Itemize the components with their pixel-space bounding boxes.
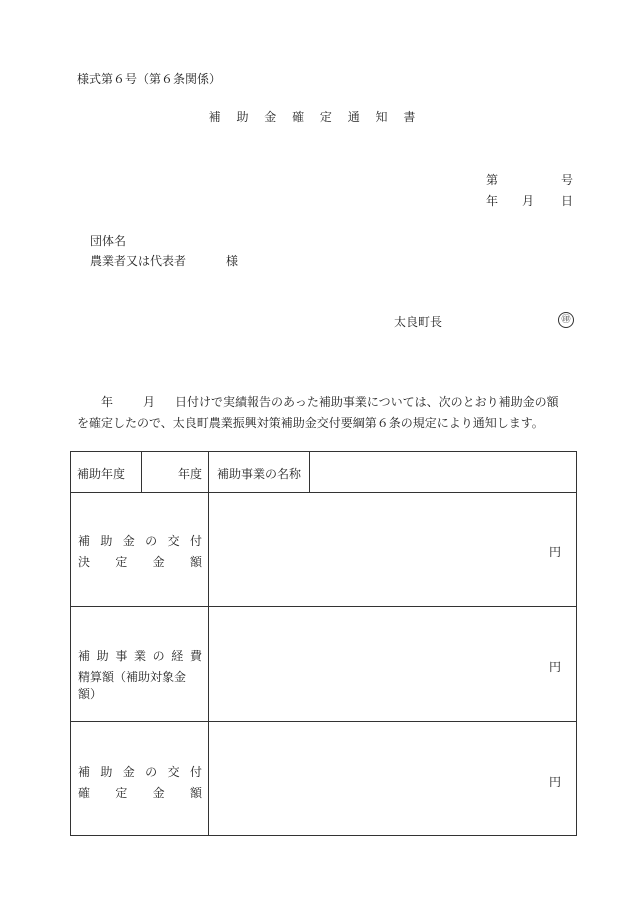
label-char: 定 xyxy=(115,786,128,800)
organization-label: 団体名 xyxy=(90,234,127,248)
label-char: 交 xyxy=(167,765,180,779)
project-name-label: 補助事業の名称 xyxy=(217,467,302,481)
honorific: 様 xyxy=(226,254,239,268)
label-char: の xyxy=(145,765,158,779)
row-label-line xyxy=(78,647,202,664)
yen-unit: 円 xyxy=(549,775,562,789)
label-char: 金 xyxy=(122,534,135,548)
label-char: 決 xyxy=(78,555,91,569)
label-char: 金 xyxy=(152,786,165,800)
label-char: 助 xyxy=(100,534,113,548)
notice-body xyxy=(77,392,577,434)
label-char: 補 xyxy=(78,765,91,779)
label-char: 経 xyxy=(171,649,184,663)
date-month: 月 xyxy=(522,194,535,208)
table-divider xyxy=(71,492,576,493)
body-year: 年 xyxy=(101,395,114,409)
label-char: 定 xyxy=(115,555,128,569)
label-char: 助 xyxy=(96,649,109,663)
body-sentence-1: 日付けで実績報告のあった補助事業については、次のとおり補助金の額 xyxy=(175,395,559,409)
table-divider xyxy=(71,606,576,607)
confirmation-table xyxy=(70,451,577,836)
date-year: 年 xyxy=(486,194,499,208)
label-char: 事 xyxy=(115,649,128,663)
table-divider xyxy=(71,721,576,722)
row-label-line xyxy=(78,668,202,702)
label-char: 業 xyxy=(133,649,146,663)
label-char: 補 xyxy=(78,534,91,548)
label-char: 金 xyxy=(152,555,165,569)
label-char: 確 xyxy=(78,786,91,800)
representative-label: 農業者又は代表者 xyxy=(90,254,187,268)
fiscal-year-label: 補助年度 xyxy=(77,467,126,481)
label-char: 額 xyxy=(189,555,202,569)
row-label-line xyxy=(78,553,202,570)
date-day: 日 xyxy=(561,194,574,208)
seal-icon: ㊞ xyxy=(558,312,574,328)
label-char: の xyxy=(152,649,165,663)
fiscal-year-unit: 年度 xyxy=(178,467,203,481)
doc-number-prefix: 第 xyxy=(486,173,499,187)
yen-unit: 円 xyxy=(549,660,562,674)
row-label-line xyxy=(78,763,202,780)
table-divider xyxy=(141,452,142,492)
table-divider xyxy=(309,452,310,492)
label-char: 補 xyxy=(78,649,91,663)
label-char: 付 xyxy=(189,534,202,548)
label-char: 交 xyxy=(167,534,180,548)
label-char: の xyxy=(145,534,158,548)
body-month: 月 xyxy=(143,395,156,409)
table-divider xyxy=(208,452,209,835)
doc-number-suffix: 号 xyxy=(561,173,574,187)
row-label-line xyxy=(78,784,202,801)
yen-unit: 円 xyxy=(549,545,562,559)
label-char: 額 xyxy=(189,786,202,800)
form-number: 様式第６号（第６条関係） xyxy=(77,72,222,86)
label-char: 金 xyxy=(122,765,135,779)
label-text: 精算額（補助対象金額） xyxy=(78,670,187,701)
label-char: 費 xyxy=(189,649,202,663)
issuer-title: 太良町長 xyxy=(394,315,443,329)
document-title: 補 助 金 確 定 通 知 書 xyxy=(208,110,422,124)
label-char: 付 xyxy=(189,765,202,779)
row-label-line xyxy=(78,532,202,549)
body-sentence-2: を確定したので、太良町農業振興対策補助金交付要綱第６条の規定により通知します。 xyxy=(77,416,544,430)
label-char: 助 xyxy=(100,765,113,779)
